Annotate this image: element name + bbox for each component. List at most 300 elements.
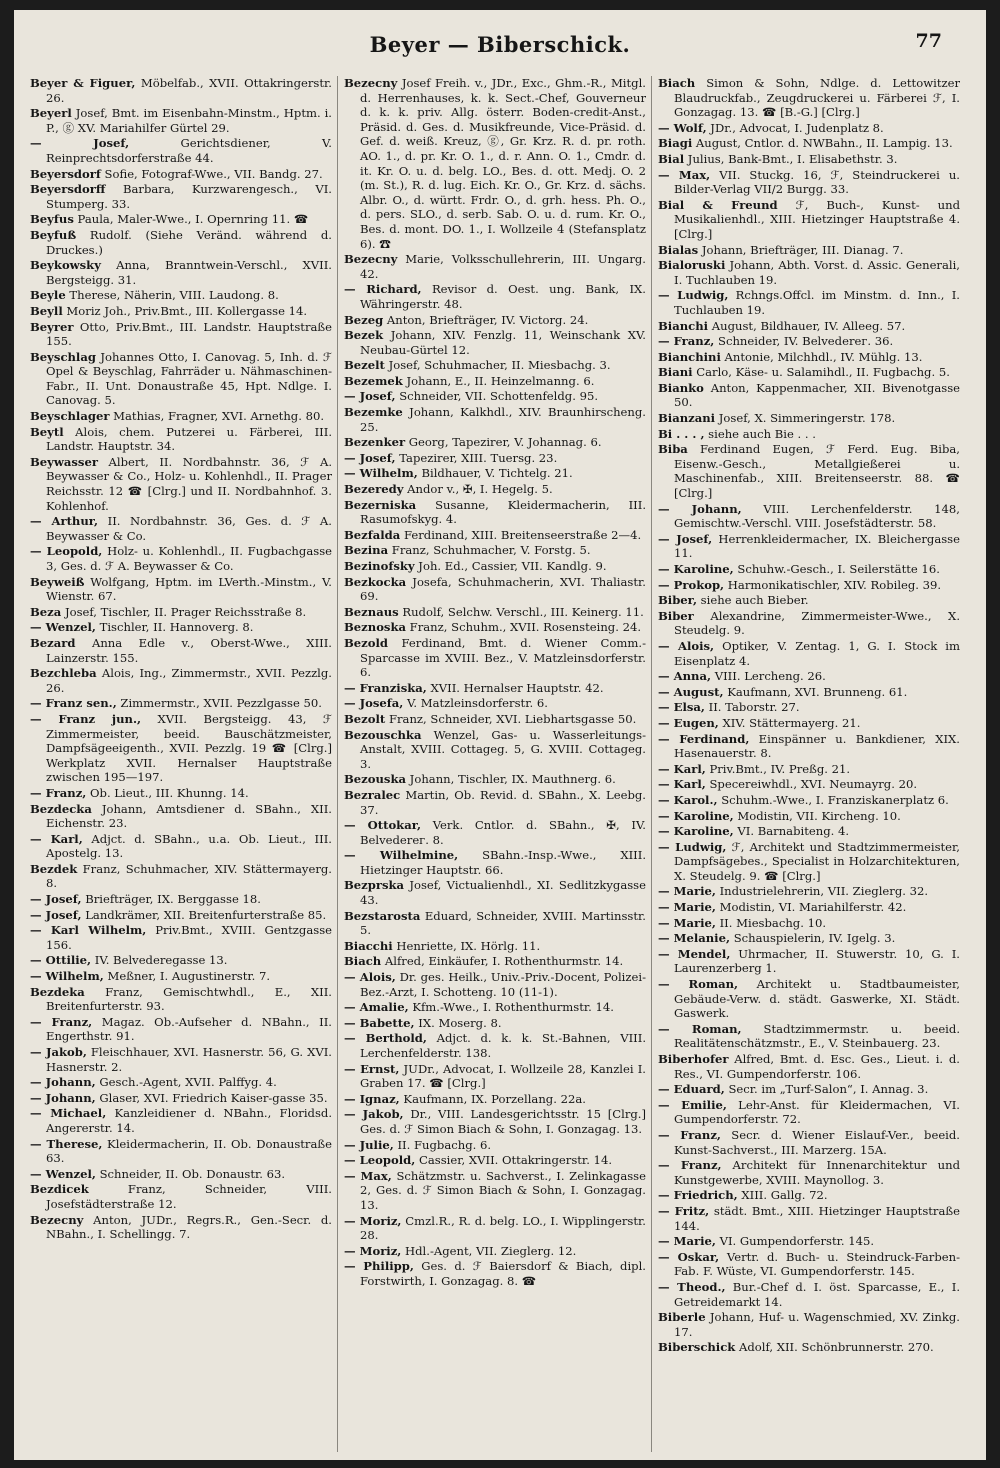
- entry-details: Architekt für Innenarchitektur und Kunstgewerbe, XVIII. Maynollog. 3.: [674, 1158, 960, 1187]
- entry-details: Priv.Bmt., IV. Preßg. 21.: [705, 761, 851, 776]
- directory-entry: [344, 712, 646, 727]
- entry-name: — Philipp,: [344, 1259, 414, 1274]
- directory-entry: [658, 1128, 960, 1157]
- entry-details: Eduard, Schneider, XVIII. Martinsstr. 5.: [360, 908, 646, 938]
- entry-name: — Franz,: [658, 1127, 721, 1142]
- directory-entry: [30, 228, 332, 257]
- entry-details: Glaser, XVI. Friedrich Kaiser-gasse 35.: [95, 1090, 328, 1105]
- entry-name: Beznaus: [344, 604, 399, 619]
- entry-details: II. Taborstr. 27.: [704, 700, 800, 715]
- entry-name: — Mendel,: [658, 946, 731, 961]
- directory-entry: [658, 76, 960, 120]
- directory-entry: [658, 1158, 960, 1187]
- entry-details: Briefträger, IX. Berggasse 18.: [81, 892, 261, 907]
- entry-details: Architekt u. Stadtbaumeister, Gebäude-Verw. d. städt. Gaswerke, XI. Städt. Gaswerk.: [674, 977, 960, 1021]
- entry-name: Bezouska: [344, 772, 406, 787]
- directory-entry: [658, 1188, 960, 1203]
- directory-entry: [344, 313, 646, 328]
- entry-name: — Wenzel,: [30, 1166, 96, 1181]
- entry-name: — Elsa,: [658, 700, 705, 715]
- directory-entry: [30, 182, 332, 211]
- entry-details: VII. Stuckg. 16, ℱ, Steindruckerei u. Bilder-Verlag VII/2 Burgg. 33.: [674, 167, 960, 197]
- directory-entry: [30, 288, 332, 303]
- entry-name: Beyer & Figuer,: [30, 76, 136, 90]
- column-3: [658, 76, 960, 1452]
- entry-name: — Wilhelm,: [30, 969, 104, 984]
- directory-entry: [30, 969, 332, 984]
- entry-details: Kfm.-Wwe., I. Rothenthurmstr. 14.: [408, 1000, 614, 1015]
- entry-details: IV. Belvederegasse 13.: [91, 953, 228, 968]
- entry-name: — Friedrich,: [658, 1188, 738, 1203]
- directory-entry: [344, 1031, 646, 1060]
- entry-name: — Berthold,: [344, 1031, 427, 1046]
- entry-details: Schneider, IV. Belvederег. 36.: [714, 334, 894, 349]
- entry-details: Harmonikatischler, XIV. Robileg. 39.: [724, 577, 942, 592]
- entry-details: XVII. Bergsteigg. 43, ℱ Zimmermeister, beeid. Bauschätzmeister, Dampfsägeeigenth., XVII. Pezzlg. 19 ☎ [Clrg.] Werkplatz XVII. Hernalser Hauptstraße zwischen 195—197.: [46, 711, 332, 785]
- entry-details: Adjct. d. SBahn., u.a. Ob. Lieut., III. Apostelg. 13.: [46, 831, 332, 861]
- entry-details: Ferdinand Eugen, ℱ Ferd. Eug. Biba, Eisenw.-Gesch., Metallgießerei u. Maschinenfab., XIII. Breitenseerstr. 88. ☎ [Clrg.]: [674, 442, 960, 501]
- entry-details: Schneider, VII. Schottenfeldg. 95.: [395, 389, 599, 404]
- entry-name: Bianzani: [658, 411, 716, 426]
- entry-details: Kanzleidiener d. NBahn., Floridsd. Angererstr. 14.: [46, 1106, 332, 1135]
- directory-entry: [344, 282, 646, 311]
- entry-name: — Eugen,: [658, 715, 719, 730]
- directory-entry: [658, 442, 960, 500]
- entry-details: V. Matzleinsdorferstr. 6.: [403, 696, 548, 711]
- entry-name: Biagi: [658, 136, 693, 151]
- column-rule: [337, 76, 338, 1452]
- directory-entry: [344, 451, 646, 466]
- entry-details: Kaufmann, XVI. Brunneng. 61.: [723, 684, 908, 699]
- entry-details: Schneider, II. Ob. Donaustr. 63.: [95, 1166, 286, 1181]
- directory-entry: [30, 1182, 332, 1211]
- entry-name: — Josef,: [658, 531, 713, 546]
- entry-name: — Franz jun.,: [30, 711, 142, 726]
- directory-entry: [658, 1082, 960, 1097]
- directory-entry: [30, 908, 332, 923]
- entry-name: Beyersdorff: [30, 182, 106, 197]
- entry-details: IX. Moserg. 8.: [414, 1015, 502, 1030]
- directory-entry: [30, 320, 332, 349]
- entry-name: — Jakob,: [344, 1107, 404, 1122]
- entry-name: Beywasser: [30, 454, 98, 469]
- entry-details: Secr. im „Turf-Salon“, I. Annag. 3.: [724, 1082, 929, 1097]
- directory-entry: [344, 76, 646, 251]
- entry-details: Alois, Ing., Zimmermstr., XVII. Pezzlg. 26.: [46, 666, 332, 695]
- page-header: [14, 32, 986, 66]
- entry-details: Dr. ges. Heilk., Univ.-Priv.-Docent, Polizei-Bez.-Arzt, I. Schotteng. 10 (11-1).: [360, 970, 646, 999]
- entry-name: Bezkocka: [344, 574, 407, 589]
- entry-name: Bezfalda: [344, 527, 401, 542]
- entry-details: Ob. Lieut., III. Khunng. 14.: [86, 785, 249, 800]
- entry-details: Johann, Tischler, IX. Mauthnerg. 6.: [406, 772, 616, 787]
- entry-details: Johann, Kalkhdl., XIV. Braunhirscheng. 25.: [360, 405, 646, 434]
- entry-name: Beykowsky: [30, 258, 101, 273]
- directory-entry: [344, 328, 646, 357]
- directory-entry: [658, 136, 960, 151]
- entry-name: — Josef,: [30, 892, 82, 907]
- entry-name: Beytl: [30, 424, 64, 439]
- directory-entry: [658, 809, 960, 824]
- entry-details: Vertr. d. Buch- u. Steindruck-Farben-Fab. F. Wüste, VI. Gumpendorferstr. 145.: [674, 1249, 960, 1279]
- entry-details: Alfred, Bmt. d. Esc. Ges., Lieut. i. d. Res., VI. Gumpendorferstr. 106.: [674, 1052, 960, 1081]
- entry-name: — Babette,: [344, 1015, 415, 1030]
- entry-name: — Karl,: [658, 777, 706, 792]
- entry-name: Bianchini: [658, 349, 721, 364]
- entry-name: — Jakob,: [30, 1045, 87, 1059]
- entry-name: — Julie,: [344, 1137, 394, 1152]
- entry-details: Landkrämer, XII. Breitenfurterstraße 85.: [81, 907, 327, 922]
- directory-entry: [658, 243, 960, 258]
- directory-entry: [30, 1045, 332, 1074]
- entry-name: — Karoline,: [658, 562, 734, 576]
- page-title: Beyer — Biberschick.: [369, 32, 631, 57]
- directory-entry: [658, 258, 960, 287]
- directory-entry: [30, 455, 332, 513]
- directory-entry: [344, 1016, 646, 1031]
- entry-details: Josef, Bmt. im Eisenbahn-Minstm., Hptm. i. P., ⓖ XV. Mariahilfer Gürtel 29.: [46, 106, 332, 135]
- entry-name: — Ludwig,: [658, 839, 727, 854]
- entry-name: — Franz,: [30, 785, 87, 800]
- entry-details: Franz, Schneider, XVI. Liebhartsgasse 50.: [385, 711, 637, 726]
- directory-entry: [658, 578, 960, 593]
- entry-details: Herrenkleidermacher, IX. Bleichergasse 11.: [674, 531, 960, 561]
- directory-entry: [658, 334, 960, 349]
- entry-name: Bezolt: [344, 711, 386, 726]
- entry-name: — Leopold,: [344, 1153, 416, 1168]
- entry-details: Franz, Schuhmacher, XIV. Stättermayerg. 8.: [46, 861, 332, 891]
- directory-entry: [30, 620, 332, 635]
- directory-entry: [30, 575, 332, 604]
- entry-name: Beyersdorf: [30, 166, 101, 181]
- entry-details: Johann, E., II. Heinzelmanng. 6.: [402, 373, 595, 388]
- entry-name: Beyerl: [30, 106, 72, 121]
- entry-details: Josefa, Schuhmacherin, XVI. Thaliastr. 69.: [360, 574, 646, 604]
- entry-details: Mathias, Fragner, XVI. Arnethg. 80.: [109, 409, 325, 424]
- entry-details: Susanne, Kleidermacherin, III. Rasumofskyg. 4.: [360, 497, 646, 527]
- entry-name: — Josef,: [344, 450, 396, 465]
- entry-details: Cmzl.R., R. d. belg. LO., I. Wipplingerstr. 28.: [360, 1213, 646, 1243]
- entry-details: Franz, Schuhm., XVII. Rosensteing. 24.: [406, 620, 642, 635]
- directory-entry: [30, 696, 332, 711]
- entry-name: Beyweiß: [30, 574, 85, 589]
- entry-name: Biberschick: [658, 1340, 736, 1355]
- entry-details: Secr. d. Wiener Eislauf-Ver., beeid. Kunst-Sachverst., III. Marzerg. 15A.: [674, 1127, 960, 1157]
- directory-entry: [30, 544, 332, 573]
- entry-details: VIII. Lercheng. 26.: [711, 669, 826, 684]
- entry-name: — Ernst,: [344, 1061, 400, 1076]
- directory-entry: [658, 1280, 960, 1309]
- directory-entry: [658, 532, 960, 561]
- entry-details: siehe auch Bie . . .: [704, 426, 816, 441]
- entry-name: — Marie,: [658, 900, 716, 915]
- entry-name: — Josef,: [30, 907, 82, 922]
- entry-details: Industrielehrerin, VII. Zieglerg. 32.: [715, 884, 929, 899]
- directory-entry: [30, 136, 332, 165]
- entry-name: — August,: [658, 684, 724, 699]
- entry-name: Bezenker: [344, 435, 406, 450]
- entry-name: Bezemek: [344, 373, 403, 388]
- directory-entry: [658, 977, 960, 1021]
- entry-details: Georg, Tapezirer, V. Johannag. 6.: [405, 435, 602, 450]
- entry-name: — Prokop,: [658, 577, 725, 592]
- directory-entry: [658, 152, 960, 167]
- directory-entry: [658, 685, 960, 700]
- entry-details: Johannes Otto, I. Canovag. 5, Inh. d. ℱ Opel & Beyschlag, Fahrräder u. Nähmaschinen-Fabr., II. Unt. Donaustraße 45, Hpt. Ndlge. I. Canovag. 5.: [46, 349, 332, 408]
- entry-name: Beznoska: [344, 620, 406, 635]
- directory-entry: [30, 514, 332, 543]
- entry-name: — Ottilie,: [30, 953, 92, 968]
- entry-name: — Michael,: [30, 1106, 107, 1121]
- entry-name: — Karol.,: [658, 792, 718, 807]
- directory-entry: [658, 1204, 960, 1233]
- directory-entry: [344, 772, 646, 787]
- directory-entry: [344, 878, 646, 907]
- directory-entry: [344, 389, 646, 404]
- entry-details: Franz, Schuhmacher, V. Forstg. 5.: [388, 543, 591, 558]
- entry-details: Cassier, XVII. Ottakringerstr. 14.: [415, 1153, 612, 1168]
- entry-details: Hdl.-Agent, VII. Zieglerg. 12.: [401, 1243, 577, 1258]
- entry-details: Tapezirer, XIII. Tuersg. 23.: [395, 450, 558, 465]
- entry-details: Johann, Huf- u. Wagenschmied, XV. Zinkg. 17.: [674, 1310, 960, 1339]
- entry-details: Gerichtsdiener, V. Reinprechtsdorferstraße 44.: [46, 136, 332, 165]
- directory-entry: [658, 593, 960, 608]
- directory-page: [14, 10, 986, 1460]
- entry-details: Rudolf, Selchw. Verschl., III. Keinerg. 11.: [398, 604, 644, 619]
- directory-entry: [30, 1091, 332, 1106]
- entry-details: JDr., Advocat, I. Judenplatz 8.: [706, 120, 884, 135]
- directory-entry: [658, 1250, 960, 1279]
- entry-name: — Roman,: [658, 1021, 742, 1036]
- entry-details: Zimmermstr., XVII. Pezzlgasse 50.: [116, 696, 322, 711]
- directory-entry: [30, 212, 332, 227]
- entry-details: städt. Bmt., XIII. Hietzinger Hauptstraße 144.: [674, 1203, 960, 1233]
- entry-name: — Wilhelm,: [344, 466, 418, 481]
- entry-details: II. Nordbahnstr. 36, Ges. d. ℱ A. Beywasser & Co.: [46, 514, 332, 543]
- entry-name: Beyfus: [30, 212, 74, 227]
- directory-entry: [30, 923, 332, 952]
- directory-entry: [30, 1106, 332, 1135]
- entry-details: II. Fugbachg. 6.: [393, 1137, 492, 1152]
- entry-details: Johann, Abth. Vorst. d. Assic. Generali, I. Tuchlauben 19.: [674, 258, 960, 287]
- entry-details: Schätzmstr. u. Sachverst., I. Zelinkagasse 2, Ges. d. ℱ Simon Biach & Sohn, I. Gonzagag. 13.: [360, 1168, 646, 1212]
- entry-details: Schuhw.-Gesch., I. Seilerstätte 16.: [733, 562, 940, 576]
- entry-name: Biberle: [658, 1310, 706, 1325]
- entry-details: Antonie, Milchhdl., IV. Mühlg. 13.: [720, 349, 923, 364]
- directory-entry: [344, 605, 646, 620]
- directory-entry: [30, 1137, 332, 1166]
- directory-entry: [658, 947, 960, 976]
- entry-details: Josef, Schuhmacher, II. Miesbachg. 3.: [384, 358, 611, 373]
- directory-entry: [30, 1015, 332, 1044]
- entry-name: — Ottokar,: [344, 818, 422, 833]
- entry-name: Beyll: [30, 303, 63, 318]
- directory-entry: [344, 848, 646, 877]
- directory-entry: [658, 824, 960, 839]
- entry-details: Sofie, Fotograf-Wwe., VII. Bandg. 27.: [100, 166, 323, 181]
- entry-name: Bezecny: [344, 76, 398, 90]
- directory-entry: [344, 620, 646, 635]
- entry-details: Joh. Ed., Cassier, VII. Kandlg. 9.: [414, 559, 607, 573]
- entry-name: — Wenzel,: [30, 620, 96, 635]
- entry-name: Bezold: [344, 635, 389, 650]
- entry-name: Bi . . . ,: [658, 426, 705, 441]
- directory-entry: [30, 106, 332, 135]
- entry-name: — Eduard,: [658, 1082, 725, 1097]
- entry-name: — Josef,: [344, 389, 396, 404]
- directory-entry: [658, 840, 960, 884]
- entry-name: — Franz,: [30, 1014, 93, 1029]
- entry-details: Revisor d. Oest. ung. Bank, IX. Währingerstr. 48.: [360, 282, 646, 311]
- entry-details: Franz, Gemischtwhdl., E., XII. Breitenfurterstr. 93.: [46, 984, 332, 1014]
- entry-details: Josef, Tischler, II. Prager Reichsstraße 8.: [61, 604, 307, 619]
- entry-details: August, Cntlor. d. NWBahn., II. Lampig. 13.: [692, 136, 953, 151]
- entry-name: — Anna,: [658, 669, 712, 684]
- entry-name: Beza: [30, 604, 62, 619]
- entry-name: Biberhofer: [658, 1052, 729, 1066]
- directory-entry: [658, 716, 960, 731]
- entry-name: Bezdeka: [30, 984, 85, 999]
- entry-name: — Johann,: [30, 1075, 96, 1090]
- entry-details: Wenzel, Gas- u. Wasserleitungs-Anstalt, XVIII. Cottageg. 5, G. XVIII. Cottageg. 3.: [360, 727, 646, 771]
- directory-entry: [658, 700, 960, 715]
- directory-entry: [658, 669, 960, 684]
- entry-details: VI. Gumpendorferstr. 145.: [715, 1234, 875, 1249]
- entry-name: Biba: [658, 442, 688, 457]
- entry-details: Anton, JUDr., Regrs.R., Gen.-Secr. d. NBahn., I. Schellingg. 7.: [46, 1212, 332, 1242]
- directory-entry: [344, 405, 646, 434]
- directory-entry: [658, 916, 960, 931]
- directory-entry: [658, 319, 960, 334]
- entry-details: Modistin, VII. Kircheng. 10.: [733, 808, 901, 823]
- entry-name: — Ferdinand,: [658, 731, 750, 746]
- entry-details: VI. Barnabiteng. 4.: [733, 824, 850, 839]
- entry-name: Beyschlag: [30, 349, 96, 364]
- entry-name: Bezelt: [344, 358, 385, 373]
- entry-details: Marie, Volksschullehrerin, III. Ungarg. 42.: [360, 252, 646, 281]
- directory-entry: [344, 498, 646, 527]
- entry-name: — Josef,: [30, 136, 130, 151]
- entry-name: Bezdek: [30, 861, 78, 876]
- entry-name: — Wilhelmine,: [344, 848, 459, 863]
- entry-name: — Karoline,: [658, 824, 734, 839]
- entry-details: Verk. Cntlor. d. SBahn., ✠, IV. Belvederег. 8.: [360, 818, 646, 847]
- directory-entry: [658, 777, 960, 792]
- entry-name: Biach: [658, 76, 696, 90]
- entry-details: Adolf, XII. Schönbrunnerstr. 270.: [735, 1340, 934, 1355]
- entry-name: — Wolf,: [658, 120, 707, 135]
- entry-name: Bezemke: [344, 405, 403, 420]
- directory-entry: [658, 1098, 960, 1127]
- directory-entry: [658, 1022, 960, 1051]
- entry-details: Martin, Ob. Revid. d. SBahn., X. Leebg. 37.: [360, 787, 646, 817]
- directory-entry: [658, 900, 960, 915]
- directory-entry: [30, 712, 332, 785]
- directory-entry: [344, 543, 646, 558]
- entry-name: Biber,: [658, 593, 697, 608]
- entry-name: Bezeg: [344, 312, 384, 327]
- entry-name: — Franz,: [658, 1158, 722, 1173]
- directory-entry: [30, 1213, 332, 1242]
- directory-entry: [344, 909, 646, 938]
- directory-entry: [344, 482, 646, 497]
- entry-name: — Oskar,: [658, 1249, 720, 1264]
- directory-entry: [658, 121, 960, 136]
- directory-entry: [344, 374, 646, 389]
- directory-entry: [658, 639, 960, 668]
- entry-details: XVII. Hernalser Hauptstr. 42.: [426, 680, 604, 695]
- entry-details: Anna, Branntwein-Verschl., XVII. Bergsteigg. 31.: [46, 258, 332, 287]
- directory-entry: [344, 1062, 646, 1091]
- entry-details: Julius, Bank-Bmt., I. Elisabethstr. 3.: [684, 151, 898, 166]
- entry-details: ℱ, Buch-, Kunst- und Musikalienhdl., XIII. Hietzinger Hauptstraße 4. [Clrg.]: [674, 197, 960, 241]
- entry-details: Specereiwhdl., XVI. Neumayrg. 20.: [705, 777, 918, 792]
- entry-details: XIV. Stättermayerg. 21.: [718, 715, 861, 730]
- directory-entry: [30, 802, 332, 831]
- directory-entry: [658, 381, 960, 410]
- directory-entry: [344, 728, 646, 772]
- entry-name: — Marie,: [658, 1234, 716, 1249]
- entry-details: XIII. Gallg. 72.: [737, 1188, 828, 1203]
- entry-details: VIII. Lerchenfelderstr. 148, Gemischtw.-Verschl. VIII. Josefstädterstr. 58.: [674, 501, 960, 531]
- directory-entry: [30, 258, 332, 287]
- directory-entry: [30, 304, 332, 319]
- column-2: [344, 76, 646, 1452]
- entry-name: — Josefa,: [344, 696, 404, 711]
- entry-details: Andor v., ✠, I. Hegelg. 5.: [403, 482, 553, 497]
- entry-details: Albert, II. Nordbahnstr. 36, ℱ A. Beywasser & Co., Holz- u. Kohlenhdl., II. Prager Reichsstr. 12 ☎ [Clrg.] und II. Nordbahnhof. 3. Kohlenhof.: [46, 454, 332, 513]
- entry-details: Franz, Schneider, VIII. Josefstädterstraße 12.: [46, 1182, 332, 1211]
- entry-details: Einspänner u. Bankdiener, XIX. Hasenauerstr. 8.: [674, 731, 960, 761]
- entry-details: Meßner, I. Augustinerstr. 7.: [103, 969, 271, 984]
- page-number: 77: [915, 30, 942, 52]
- directory-entry: [344, 1244, 646, 1259]
- entry-details: Magaz. Ob.-Aufseher d. NBahn., II. Engerthstr. 91.: [46, 1014, 332, 1044]
- entry-details: Schauspielerin, IV. Igelg. 3.: [730, 931, 896, 946]
- entry-name: Beyfuß: [30, 227, 77, 242]
- directory-entry: [344, 1169, 646, 1213]
- directory-entry: [344, 1092, 646, 1107]
- entry-details: Bur.-Chef d. I. öst. Sparcasse, E., I. Getreidemarkt 14.: [674, 1279, 960, 1309]
- entry-details: Carlo, Käse- u. Salamihdl., II. Fugbachg. 5.: [692, 365, 950, 380]
- entry-details: Alois, chem. Putzerei u. Färberei, III. Landstr. Hauptstr. 34.: [46, 424, 332, 454]
- entry-name: Bezard: [30, 635, 76, 650]
- entry-name: — Ludwig,: [658, 288, 729, 303]
- entry-name: Bianchi: [658, 318, 709, 333]
- entry-details: Josef Freih. v., JDr., Exc., Ghm.-R., Mitgl. d. Herrenhauses, k. k. Sect.-Chef, Gouverneur d. k. k. priv. Allg. österr. Boden-credit-Anst., Präsid. d. Ges. d. Musikfreunde, Vice-Präsid. d. Gef. d. weiß. Kreuz, ⓖ, Gr. Krz. R. d. pr. roth. AO. 1., d. pr. Kr. O. 1., d. r. Ann. O. 1., Cmdr. d. it. Kr. O. u. d. belg. LO., Bes. d. ott. Medj. O. 2 (m. St.), R. d. lug. Eich. Kr. O., Gr. Krz. d. sächs. Albr. O., d. württ. Frdr. O., d. grh. hess. Ph. O., d. pers. SLO., d. serb. Sab. O. u. d. rum. Kr. O., Bes. d. mont. DO. 1., I. Wollzeile 4 (Stefansplatz 6). ☎: [360, 76, 646, 251]
- entry-details: Schuhm.-Wwe., I. Franziskanerplatz 6.: [717, 792, 949, 807]
- entry-name: — Karoline,: [658, 808, 734, 823]
- entry-details: Josef, Victualienhdl., XI. Sedlitzkygasse 43.: [360, 878, 646, 908]
- directory-entry: [30, 953, 332, 968]
- entry-name: — Amalie,: [344, 1000, 409, 1015]
- entry-name: — Johann,: [658, 501, 742, 516]
- column-rule: [651, 76, 652, 1452]
- entry-details: Bildhauer, V. Tichtelg. 21.: [417, 466, 573, 481]
- entry-name: Bialoruski: [658, 258, 726, 273]
- entry-name: Bial & Freund: [658, 197, 778, 212]
- entry-details: Priv.Bmt., XVIII. Gentzgasse 156.: [46, 923, 332, 952]
- directory-entry: [344, 1153, 646, 1168]
- directory-entry: [658, 411, 960, 426]
- entry-details: SBahn.-Insp.-Wwe., XIII. Hietzinger Hauptstr. 66.: [360, 848, 646, 877]
- entry-name: — Roman,: [658, 977, 739, 992]
- directory-entry: [344, 1214, 646, 1243]
- column-1: [30, 76, 332, 1452]
- directory-entry: [658, 931, 960, 946]
- entry-details: Anton, Kappenmacher, XII. Bivenotgasse 50.: [674, 380, 960, 410]
- directory-entry: [658, 1234, 960, 1249]
